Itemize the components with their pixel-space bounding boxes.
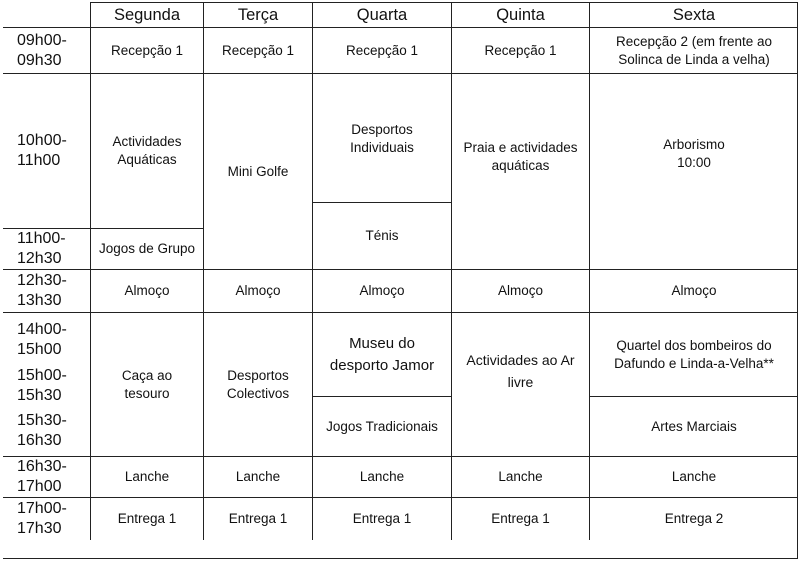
- cell-qua-lanche: Lanche: [312, 456, 451, 497]
- time-line: 17h00-: [17, 500, 67, 517]
- cell-seg-aquaticas: Actividades Aquáticas: [90, 73, 203, 228]
- schedule-table: [3, 2, 798, 559]
- header-terca: Terça: [203, 2, 312, 27]
- time-line: 17h00: [17, 478, 62, 495]
- cell-ter-entrega: Entrega 1: [203, 497, 312, 540]
- cell-sex-arborismo: [589, 73, 798, 269]
- cell-qua-desportos-individuais: Desportos Individuais: [312, 73, 451, 203]
- time-line: 13h30: [17, 292, 62, 309]
- cell-seg-recepcao: Recepção 1: [90, 27, 203, 73]
- time-line: 10h00-: [17, 132, 67, 149]
- time-line: 15h30-: [17, 412, 67, 429]
- time-line: 11h00-: [17, 230, 66, 247]
- time-1700: [3, 497, 90, 540]
- time-line: 16h30-: [17, 458, 67, 475]
- header-segunda: Segunda: [90, 2, 203, 27]
- time-line: 11h00: [17, 152, 61, 169]
- time-line: 15h00: [17, 341, 62, 358]
- cell-qui-recepcao: Recepção 1: [451, 27, 589, 73]
- cell-ter-lanche: Lanche: [203, 456, 312, 497]
- cell-qua-tenis: Ténis: [312, 202, 451, 269]
- cell-sex-recepcao: Recepção 2 (em frente ao Solinca de Linda a velha): [589, 27, 798, 73]
- cell-qua-almoco: Almoço: [312, 269, 451, 312]
- cell-sex-artes-marciais: Artes Marciais: [589, 396, 798, 456]
- time-1230: [3, 269, 90, 312]
- header-quarta: Quarta: [312, 2, 451, 27]
- cell-ter-desportos-colectivos: Desportos Colectivos: [203, 312, 312, 456]
- cell-seg-almoco: Almoço: [90, 269, 203, 312]
- arborismo-time: 10:00: [677, 155, 711, 170]
- time-line: 12h30-: [17, 272, 67, 289]
- time-slot: [17, 411, 90, 451]
- cell-ter-recepcao: Recepção 1: [203, 27, 312, 73]
- cell-seg-lanche: Lanche: [90, 456, 203, 497]
- time-slot: [17, 366, 90, 406]
- time-line: 15h00-: [17, 366, 67, 384]
- cell-qua-entrega: Entrega 1: [312, 497, 451, 540]
- cell-sex-lanche: Lanche: [589, 456, 798, 497]
- header-quinta: Quinta: [451, 2, 589, 27]
- time-line: 09h00-: [17, 31, 67, 49]
- time-line: 09h30: [17, 51, 62, 69]
- header-sexta: Sexta: [589, 2, 798, 27]
- time-1000: [3, 73, 90, 228]
- cell-qua-jogos-tradicionais: Jogos Tradicionais: [312, 396, 451, 456]
- cell-qui-entrega: Entrega 1: [451, 497, 589, 540]
- cell-ter-mini-golfe: Mini Golfe: [203, 73, 312, 269]
- arborismo-label: Arborismo: [663, 137, 725, 152]
- time-line: 17h30: [17, 520, 62, 537]
- time-line: 12h30: [17, 250, 62, 267]
- cell-qua-museu: Museu do desporto Jamor: [312, 312, 451, 396]
- cell-sex-almoco: Almoço: [589, 269, 798, 312]
- cell-seg-jogos-grupo: Jogos de Grupo: [90, 228, 203, 269]
- cell-sex-quartel: Quartel dos bombeiros do Dafundo e Linda-a-Velha**: [589, 312, 798, 396]
- time-1630: [3, 456, 90, 497]
- cell-qui-almoco: Almoço: [451, 269, 589, 312]
- time-line: 16h30: [17, 432, 62, 449]
- time-1100: [3, 228, 90, 269]
- cell-qui-ar-livre: Actividades ao Ar livre: [451, 312, 589, 456]
- time-slot: [17, 320, 90, 360]
- time-0900: [3, 27, 90, 73]
- cell-sex-entrega: Entrega 2: [589, 497, 798, 540]
- cell-seg-entrega: Entrega 1: [90, 497, 203, 540]
- cell-seg-caca: Caça ao tesouro: [90, 312, 203, 456]
- corner-cell: [3, 2, 90, 27]
- time-line: 14h00-: [17, 321, 67, 338]
- cell-qua-recepcao: Recepção 1: [312, 27, 451, 73]
- cell-qui-praia: Praia e actividades aquáticas: [451, 73, 589, 269]
- cell-ter-almoco: Almoço: [203, 269, 312, 312]
- time-1400-1630: [3, 312, 90, 456]
- cell-qui-lanche: Lanche: [451, 456, 589, 497]
- time-line: 15h30: [17, 386, 62, 404]
